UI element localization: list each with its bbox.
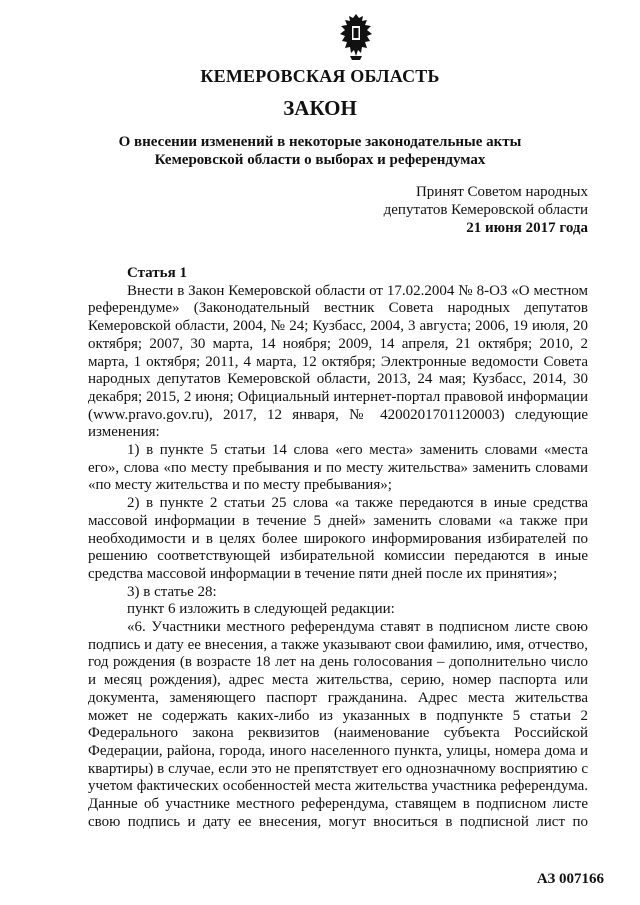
adopted-by-line: Принят Советом народных xyxy=(415,184,588,200)
coat-of-arms-icon xyxy=(337,12,375,62)
body-paragraph: Внести в Закон Кемеровской области от 17.02.2004 № 8-ОЗ «О местном референдуме» (Законодательный вестник Совета народных депутатов Кемеровской области, 2004, № 24; Кузбасс, 2004, 3 августа; 2006, 19 июля, 20 октября; 2007, 30 марта, 14 ноября; 2009, 14 апреля, 21 октября; 2010, 2 марта, 1 октября; 2011, 4 марта, 12 октября; Электронные ведомости Совета народных депутатов Кемеровской области, 2013, 24 мая; Кузбасс, 2014, 30 декабря; 2015, 2 июня; Официальный интернет-портал правовой информации (www.pravo.gov.ru), 2017, 12 января, № 4200201701120003) следующие изменения: xyxy=(88,282,588,441)
region-name: КЕМЕРОВСКАЯ ОБЛАСТЬ xyxy=(200,66,440,86)
law-title-line: Кемеровской области о выборах и референдумах xyxy=(154,152,486,168)
document-type: ЗАКОН xyxy=(283,96,357,120)
adoption-date: 21 июня 2017 года xyxy=(466,220,588,236)
law-title xyxy=(0,133,640,169)
body-paragraph: «6. Участники местного референдума ставят в подписном листе свою подпись и дату ее внесения, а также указывают свои фамилию, имя, отчество, год рождения (в возрасте 18 лет на день голосования – дополнительно число и месяц рождения), адрес места жительства, серию, номер паспорта или документа, заменяющего паспорт гражданина. Адрес места жительства может не содержать каких-либо из указанных в подпункте 5 статьи 2 Федерального закона реквизитов (наименование субъекта Российской Федерации, района, города, иного населенного пункта, улицы, номера дома и квартиры) в случае, если это не препятствует его однозначному восприятию с учетом фактических особенностей места жительства участника референдума. Данные об участнике местного референдума, ставящем в подписном листе свою подпись и дату ее внесения, могут вноситься в подписной лист по xyxy=(88,619,588,830)
body-paragraph: 1) в пункте 5 статьи 14 слова «его места» заменить словами «места его», слова «по месту пребывания и по месту жительства» заменить словами «по месту жительства и по месту пребывания»; xyxy=(88,442,588,494)
adopted-by-line: депутатов Кемеровской области xyxy=(383,202,588,218)
adoption-block xyxy=(384,183,588,237)
body-paragraph: пункт 6 изложить в следующей редакции: xyxy=(127,601,395,618)
body-paragraph: 2) в пункте 2 статьи 25 слова «а также передаются в иные средства массовой информации в течение 5 дней» заменить словами «а также при необходимости и в целях более широкого информирования избирателей по решению соответствующей избирательной комиссии передаются в иные средства массовой информации в течение пяти дней после их принятия»; xyxy=(88,495,588,582)
article-heading: Статья 1 xyxy=(127,265,187,281)
law-title-line: О внесении изменений в некоторые законодательные акты xyxy=(118,134,522,150)
body-paragraph: 3) в статье 28: xyxy=(127,583,217,600)
serial-number: АЗ 007166 xyxy=(536,871,604,887)
document-body xyxy=(88,265,588,832)
